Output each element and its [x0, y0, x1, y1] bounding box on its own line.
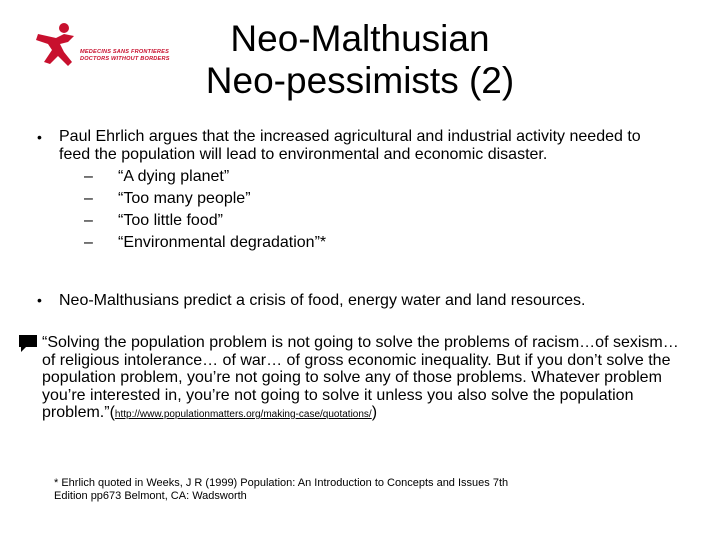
footnote-line-2: Edition pp673 Belmont, CA: Wadsworth [54, 490, 247, 502]
dash-icon: – [84, 212, 93, 229]
dash-icon: – [84, 234, 93, 251]
bullet-list [37, 128, 669, 254]
bullet-icon: • [37, 292, 42, 308]
sub-item [84, 232, 669, 254]
sub-item [84, 188, 669, 210]
title-line-1: Neo-Malthusian [230, 18, 490, 59]
bullet-neo-malthusians-text: Neo-Malthusians predict a crisis of food, energy water and land resources. [59, 292, 586, 309]
sub-item-text: “Too little food” [118, 212, 223, 229]
source-link[interactable]: http://www.populationmatters.org/making-case/quotations/ [114, 409, 372, 420]
msf-running-man-icon [34, 22, 80, 70]
quotation-block [42, 334, 682, 424]
speech-bubble-icon [18, 334, 38, 354]
sub-item [84, 166, 669, 188]
logo-text-french: MEDECINS SANS FRONTIERES [80, 49, 170, 55]
footnote-line-1: * Ehrlich quoted in Weeks, J R (1999) Population: An Introduction to Concepts and Issues 7th [54, 477, 509, 489]
slide-title [170, 18, 550, 102]
logo-text-english: DOCTORS WITHOUT BORDERS [80, 56, 170, 62]
dash-icon: – [84, 190, 93, 207]
sub-item [84, 210, 669, 232]
sub-item-text: “A dying planet” [118, 168, 230, 185]
bullet-ehrlich [37, 128, 669, 164]
sub-item-text: “Too many people” [118, 190, 251, 207]
title-line-2: Neo-pessimists (2) [205, 60, 515, 101]
bullet-ehrlich-text: Paul Ehrlich argues that the increased agricultural and industrial activity needed to feed the population will lead to environmental and economic disaster. [59, 128, 641, 163]
quotation-text: “Solving the population problem is not going to solve the problems of racism…of sexism…of religious intolerance… of war… of gross economic inequality. But if you don’t solve the population problem, you’re not going to solve any of those problems. Whatever problem you’re interested in, you’re not going to solve it unless you also solve the population problem.”( [42, 334, 679, 421]
quotation-close: ) [371, 404, 378, 421]
bullet-icon: • [37, 129, 42, 145]
bullet-neo-malthusians [37, 292, 585, 310]
footnote [54, 477, 614, 503]
dash-icon: – [84, 168, 93, 185]
msf-logo [34, 22, 174, 72]
sub-list [37, 166, 669, 254]
sub-item-text: “Environmental degradation”* [118, 234, 327, 251]
